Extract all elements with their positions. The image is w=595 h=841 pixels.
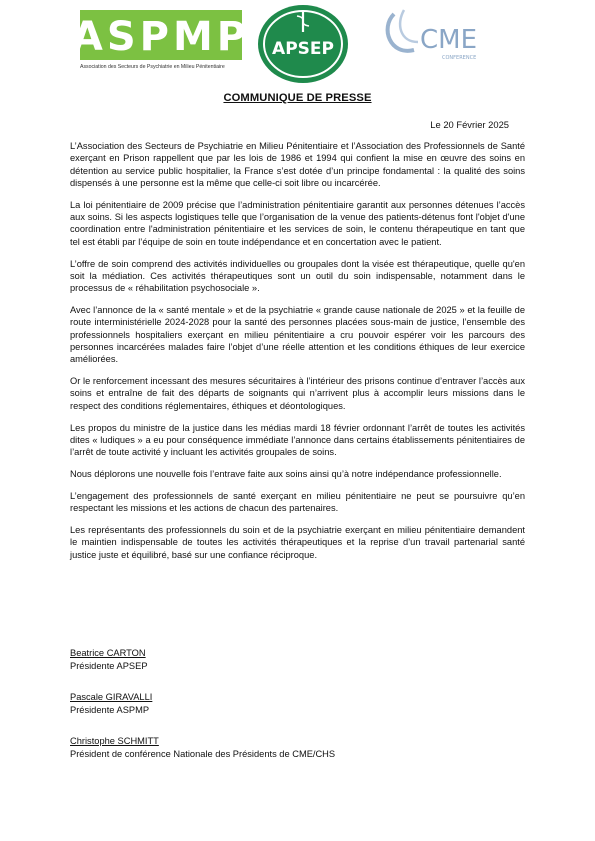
signatory-name: Beatrice CARTON: [70, 648, 146, 658]
date: Le 20 Février 2025: [430, 119, 509, 130]
paragraph: Or le renforcement incessant des mesures sécuritaires à l’intérieur des prisons continue d’entraver l’accès aux soins et entraîne de fait des départs de soignants qui n’arrivent plus à accomplir leurs missions dans le respect des conditions réglementaires, éthiques et déontologiques.: [70, 376, 525, 411]
letterhead: [0, 0, 595, 90]
apsep-logo-text: APSEP: [272, 39, 334, 59]
signatory-name: Pascale GIRAVALLI: [70, 692, 153, 703]
aspmp-logo-text: ASPMP: [80, 14, 242, 60]
paragraph: Avec l’annonce de la « santé mentale » et de la psychiatrie « grande cause nationale de 2025 » et la feuille de route interministérielle 2024-2028 pour la santé des personnes placées sous-main de justice, l’ensemble des professionnels hospitaliers exerçant en milieu pénitentiaire a cru pouvoir espérer voir les parcours des personnes incarcérées malades faire l’objet d’une réelle attention et les conditions éthiques de leur exercice améliorées.: [70, 305, 525, 365]
cme-logo-text: CME: [420, 25, 478, 55]
signatory-name: Christophe SCHMITT: [70, 736, 159, 747]
paragraph: Les représentants des professionnels du soin et de la psychiatrie exerçant en milieu pénitentiaire demandent le maintien indispensable de toutes les activités thérapeutiques et la reprise d’un travail partenarial santé justice juste et équilibré, basé sur une confiance réciproque.: [70, 525, 525, 560]
cme-logo: [384, 6, 504, 64]
paragraph: La loi pénitentiaire de 2009 précise que l’administration pénitentiaire garantit aux personnes détenues l’accès aux soins. Si les aspects logistiques telle que l’organisation de la venue des patients-détenus font l'objet d'une coordination entre l'administration pénitentiaire et les services de soin, le contenu thérapeutique en tant que tel est établi par l’équipe de soin en toute indépendance et en concertation avec le patient.: [70, 199, 525, 247]
signatory-role: Présidente ASPMP: [70, 704, 150, 715]
paragraph: L’offre de soin comprend des activités individuelles ou groupales dont la visée est thérapeutique, quelle qu'en soit la médiation. Ces activités thérapeutiques sont un outil du soin indispensable, notamment dans le processus de « réhabilitation psychosociale ».: [70, 258, 525, 294]
signatory: [70, 735, 335, 760]
signatories: [70, 647, 335, 780]
press-release-body: [70, 140, 525, 571]
aspmp-logo: [80, 10, 242, 78]
signatory-role: Présidente APSEP: [70, 660, 148, 671]
paragraph: Les propos du ministre de la justice dans les médias mardi 18 février ordonnant l’arrêt de toutes les activités dites « ludiques » a eu pour conséquence immédiate l’annonce dans certains établissements pénitentiaires de l’arrêt de toute activité y incluant les activités groupales de soins.: [70, 422, 525, 458]
page-title: COMMUNIQUE DE PRESSE: [223, 92, 372, 104]
signatory: [70, 647, 335, 672]
cme-sub-text: CONFERENCE: [442, 55, 477, 61]
signatory: [70, 691, 335, 716]
aspmp-caption: Association des Secteurs de Psychiatrie en Milieu Pénitentiaire: [80, 64, 225, 70]
apsep-logo: [257, 4, 349, 84]
paragraph: L’Association des Secteurs de Psychiatrie en Milieu Pénitentiaire et l’Association des Professionnels de Santé exerçant en Prison rappellent que par les lois de 1986 et 1994 qui confient la mise en œuvre des soins en détention au service public hospitalier, la France s’est dotée d’un principe fondamental : la qualité des soins dispensés à une personne est la même que celle-ci soit libre ou incarcérée.: [70, 141, 525, 188]
paragraph: L’engagement des professionnels de santé exerçant en milieu pénitentiaire ne peut se poursuivre qu’en respectant les missions et les actions de chacun des partenaires.: [70, 490, 525, 514]
signatory-role: Président de conférence Nationale des Présidents de CME/CHS: [70, 748, 336, 759]
paragraph: Nous déplorons une nouvelle fois l’entrave faite aux soins ainsi qu’à notre indépendance professionnelle.: [70, 469, 502, 480]
